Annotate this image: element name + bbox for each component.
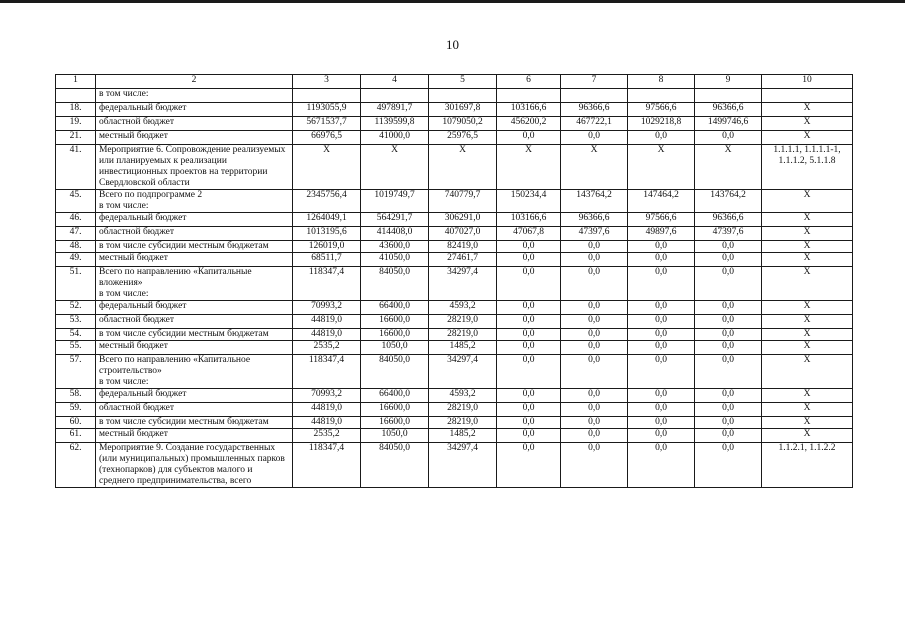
table-row xyxy=(56,443,853,488)
row-value: 0,0 xyxy=(497,315,561,329)
row-value: 414408,0 xyxy=(361,227,429,241)
row-value: 0,0 xyxy=(695,253,762,267)
row-name: областной бюджет xyxy=(96,227,293,241)
row-value: Х xyxy=(293,145,361,190)
row-value: 82419,0 xyxy=(429,241,497,253)
row-name: федеральный бюджет xyxy=(96,301,293,315)
row-value: 1193055,9 xyxy=(293,103,361,117)
row-number: 54. xyxy=(56,329,96,341)
row-value xyxy=(497,89,561,103)
column-header: 10 xyxy=(762,75,853,89)
row-target-code: Х xyxy=(762,213,853,227)
row-value: 66976,5 xyxy=(293,131,361,145)
row-number xyxy=(56,89,96,103)
row-target-code: Х xyxy=(762,429,853,443)
row-number: 21. xyxy=(56,131,96,145)
row-value: 0,0 xyxy=(695,403,762,417)
column-header: 3 xyxy=(293,75,361,89)
row-target-code: Х xyxy=(762,117,853,131)
row-target-code: 1.1.1.1, 1.1.1.1-1, 1.1.1.2, 5.1.1.8 xyxy=(762,145,853,190)
page-number: 10 xyxy=(446,37,459,52)
row-number: 55. xyxy=(56,341,96,355)
column-header: 2 xyxy=(96,75,293,89)
table-row xyxy=(56,403,853,417)
row-name: местный бюджет xyxy=(96,341,293,355)
row-value: 0,0 xyxy=(628,403,695,417)
row-value: 467722,1 xyxy=(561,117,628,131)
row-value: 49897,6 xyxy=(628,227,695,241)
row-value: 84050,0 xyxy=(361,267,429,301)
row-value: 28219,0 xyxy=(429,329,497,341)
table-row xyxy=(56,301,853,315)
table-row xyxy=(56,103,853,117)
row-value: 66400,0 xyxy=(361,389,429,403)
row-value: 70993,2 xyxy=(293,301,361,315)
row-target-code: Х xyxy=(762,227,853,241)
row-value: 5671537,7 xyxy=(293,117,361,131)
row-number: 58. xyxy=(56,389,96,403)
row-value: 0,0 xyxy=(695,429,762,443)
row-value xyxy=(361,89,429,103)
row-value: 0,0 xyxy=(497,329,561,341)
row-value: 96366,6 xyxy=(561,103,628,117)
table-row xyxy=(56,213,853,227)
row-value: 0,0 xyxy=(561,341,628,355)
row-value: 740779,7 xyxy=(429,190,497,213)
column-header: 9 xyxy=(695,75,762,89)
table-row xyxy=(56,253,853,267)
row-value: 0,0 xyxy=(497,241,561,253)
row-value: 47397,6 xyxy=(561,227,628,241)
row-value: 0,0 xyxy=(628,253,695,267)
row-value: 0,0 xyxy=(628,341,695,355)
table-row xyxy=(56,389,853,403)
row-value: 28219,0 xyxy=(429,403,497,417)
row-value: 0,0 xyxy=(628,315,695,329)
row-name: Всего по подпрограмме 2 в том числе: xyxy=(96,190,293,213)
row-value: 44819,0 xyxy=(293,417,361,429)
row-value: 0,0 xyxy=(561,241,628,253)
row-value: 118347,4 xyxy=(293,267,361,301)
row-number: 62. xyxy=(56,443,96,488)
row-value: 143764,2 xyxy=(695,190,762,213)
row-number: 60. xyxy=(56,417,96,429)
row-target-code: Х xyxy=(762,329,853,341)
table-row xyxy=(56,341,853,355)
row-target-code: Х xyxy=(762,190,853,213)
row-value: Х xyxy=(429,145,497,190)
row-number: 41. xyxy=(56,145,96,190)
row-value: 0,0 xyxy=(561,267,628,301)
row-value: 41050,0 xyxy=(361,253,429,267)
row-number: 48. xyxy=(56,241,96,253)
row-target-code: Х xyxy=(762,389,853,403)
row-value: 497891,7 xyxy=(361,103,429,117)
row-value: 44819,0 xyxy=(293,403,361,417)
row-value: 1485,2 xyxy=(429,341,497,355)
row-value: 0,0 xyxy=(497,443,561,488)
row-value: 97566,6 xyxy=(628,213,695,227)
row-target-code: Х xyxy=(762,417,853,429)
row-target-code: Х xyxy=(762,267,853,301)
row-value: 0,0 xyxy=(497,267,561,301)
row-value: 126019,0 xyxy=(293,241,361,253)
row-value: 0,0 xyxy=(628,355,695,389)
row-value: 34297,4 xyxy=(429,355,497,389)
row-value: 1485,2 xyxy=(429,429,497,443)
row-number: 18. xyxy=(56,103,96,117)
table-row xyxy=(56,131,853,145)
row-value: 103166,6 xyxy=(497,103,561,117)
row-name: в том числе субсидии местным бюджетам xyxy=(96,417,293,429)
row-number: 53. xyxy=(56,315,96,329)
row-value: 0,0 xyxy=(561,389,628,403)
table-row xyxy=(56,117,853,131)
row-value: 43600,0 xyxy=(361,241,429,253)
row-target-code: Х xyxy=(762,301,853,315)
row-value: 1013195,6 xyxy=(293,227,361,241)
table-header-row xyxy=(56,75,853,89)
table-row xyxy=(56,355,853,389)
table-row xyxy=(56,190,853,213)
row-value: 456200,2 xyxy=(497,117,561,131)
row-value: 0,0 xyxy=(497,253,561,267)
row-value: Х xyxy=(497,145,561,190)
row-value: 47067,8 xyxy=(497,227,561,241)
table-row xyxy=(56,315,853,329)
row-value: 84050,0 xyxy=(361,443,429,488)
row-number: 51. xyxy=(56,267,96,301)
table-row xyxy=(56,241,853,253)
row-value: 1499746,6 xyxy=(695,117,762,131)
row-name: областной бюджет xyxy=(96,117,293,131)
row-value: 34297,4 xyxy=(429,443,497,488)
row-name: Мероприятие 9. Создание государственных (или муниципальных) промышленных парков (технопарков) для субъектов малого и среднего предпринимательства, всего xyxy=(96,443,293,488)
row-value: 0,0 xyxy=(695,267,762,301)
row-value: 84050,0 xyxy=(361,355,429,389)
row-value: 0,0 xyxy=(695,329,762,341)
row-value: 301697,8 xyxy=(429,103,497,117)
row-name: местный бюджет xyxy=(96,131,293,145)
column-header: 5 xyxy=(429,75,497,89)
table-row xyxy=(56,227,853,241)
row-value: 2535,2 xyxy=(293,341,361,355)
row-value: 0,0 xyxy=(695,301,762,315)
row-value: 0,0 xyxy=(695,389,762,403)
row-target-code xyxy=(762,89,853,103)
row-value: 16600,0 xyxy=(361,315,429,329)
row-value: 0,0 xyxy=(561,355,628,389)
row-value: 4593,2 xyxy=(429,389,497,403)
row-value: 0,0 xyxy=(561,253,628,267)
row-value: 1139599,8 xyxy=(361,117,429,131)
row-value: 97566,6 xyxy=(628,103,695,117)
row-value: 0,0 xyxy=(628,131,695,145)
row-value: 2345756,4 xyxy=(293,190,361,213)
row-value: 564291,7 xyxy=(361,213,429,227)
row-value xyxy=(561,89,628,103)
row-value: 0,0 xyxy=(497,429,561,443)
row-number: 45. xyxy=(56,190,96,213)
row-target-code: Х xyxy=(762,341,853,355)
row-value: 147464,2 xyxy=(628,190,695,213)
row-number: 57. xyxy=(56,355,96,389)
table-row xyxy=(56,329,853,341)
row-value: 0,0 xyxy=(628,241,695,253)
row-name: Всего по направлению «Капитальные вложения» в том числе: xyxy=(96,267,293,301)
row-value: 1050,0 xyxy=(361,429,429,443)
row-name: федеральный бюджет xyxy=(96,103,293,117)
row-value: Х xyxy=(628,145,695,190)
row-value: 1264049,1 xyxy=(293,213,361,227)
row-value: 0,0 xyxy=(497,131,561,145)
row-value: 0,0 xyxy=(695,315,762,329)
row-value: 41000,0 xyxy=(361,131,429,145)
row-value: 0,0 xyxy=(561,301,628,315)
row-value: 0,0 xyxy=(497,341,561,355)
row-value: 143764,2 xyxy=(561,190,628,213)
row-value: 96366,6 xyxy=(695,103,762,117)
row-value: 0,0 xyxy=(695,443,762,488)
row-value: 47397,6 xyxy=(695,227,762,241)
row-value xyxy=(293,89,361,103)
row-target-code: Х xyxy=(762,103,853,117)
row-value: 0,0 xyxy=(561,429,628,443)
row-value xyxy=(695,89,762,103)
row-value: 306291,0 xyxy=(429,213,497,227)
row-target-code: Х xyxy=(762,253,853,267)
row-number: 61. xyxy=(56,429,96,443)
row-name: местный бюджет xyxy=(96,429,293,443)
row-number: 47. xyxy=(56,227,96,241)
row-value: 0,0 xyxy=(695,355,762,389)
row-number: 59. xyxy=(56,403,96,417)
row-value: Х xyxy=(695,145,762,190)
row-value: 0,0 xyxy=(628,389,695,403)
row-name: Всего по направлению «Капитальное строительство» в том числе: xyxy=(96,355,293,389)
row-value: Х xyxy=(561,145,628,190)
row-value: 16600,0 xyxy=(361,417,429,429)
table-row xyxy=(56,145,853,190)
row-value: 118347,4 xyxy=(293,355,361,389)
row-name: федеральный бюджет xyxy=(96,389,293,403)
column-header: 1 xyxy=(56,75,96,89)
row-value: 0,0 xyxy=(497,301,561,315)
row-value: 0,0 xyxy=(497,355,561,389)
top-border-rule xyxy=(0,0,905,3)
row-value: 25976,5 xyxy=(429,131,497,145)
row-target-code: Х xyxy=(762,355,853,389)
row-value: 0,0 xyxy=(561,315,628,329)
row-value: 44819,0 xyxy=(293,315,361,329)
row-value: 0,0 xyxy=(497,403,561,417)
column-header: 6 xyxy=(497,75,561,89)
row-value: 0,0 xyxy=(695,341,762,355)
row-value: 0,0 xyxy=(561,417,628,429)
row-name: Мероприятие 6. Сопровождение реализуемых или планируемых к реализации инвестиционных проектов на территории Свердловской области xyxy=(96,145,293,190)
row-number: 46. xyxy=(56,213,96,227)
row-value: 34297,4 xyxy=(429,267,497,301)
row-value: 0,0 xyxy=(695,417,762,429)
row-value: 0,0 xyxy=(497,417,561,429)
row-value: 0,0 xyxy=(497,389,561,403)
row-value: 16600,0 xyxy=(361,329,429,341)
row-number: 52. xyxy=(56,301,96,315)
row-name: федеральный бюджет xyxy=(96,213,293,227)
table-row xyxy=(56,267,853,301)
row-value: 118347,4 xyxy=(293,443,361,488)
column-header: 4 xyxy=(361,75,429,89)
row-name: местный бюджет xyxy=(96,253,293,267)
table-row xyxy=(56,429,853,443)
row-value: 150234,4 xyxy=(497,190,561,213)
row-target-code: Х xyxy=(762,131,853,145)
row-value: 103166,6 xyxy=(497,213,561,227)
row-value: 96366,6 xyxy=(561,213,628,227)
row-name: в том числе субсидии местным бюджетам xyxy=(96,241,293,253)
row-value: 4593,2 xyxy=(429,301,497,315)
row-target-code: 1.1.2.1, 1.1.2.2 xyxy=(762,443,853,488)
row-value xyxy=(429,89,497,103)
row-value: Х xyxy=(361,145,429,190)
row-value: 1029218,8 xyxy=(628,117,695,131)
row-name: областной бюджет xyxy=(96,315,293,329)
row-name: в том числе субсидии местным бюджетам xyxy=(96,329,293,341)
row-value: 0,0 xyxy=(628,443,695,488)
row-value: 1050,0 xyxy=(361,341,429,355)
row-value: 0,0 xyxy=(695,131,762,145)
row-number: 19. xyxy=(56,117,96,131)
row-target-code: Х xyxy=(762,403,853,417)
budget-table xyxy=(55,74,853,488)
row-name: в том числе: xyxy=(96,89,293,103)
row-value: 28219,0 xyxy=(429,315,497,329)
row-value: 0,0 xyxy=(628,329,695,341)
column-header: 8 xyxy=(628,75,695,89)
table-row xyxy=(56,417,853,429)
row-target-code: Х xyxy=(762,315,853,329)
row-value: 0,0 xyxy=(561,403,628,417)
row-value: 28219,0 xyxy=(429,417,497,429)
row-number: 49. xyxy=(56,253,96,267)
row-value: 1079050,2 xyxy=(429,117,497,131)
table-row xyxy=(56,89,853,103)
row-value: 44819,0 xyxy=(293,329,361,341)
row-value: 0,0 xyxy=(628,429,695,443)
row-value: 96366,6 xyxy=(695,213,762,227)
row-value: 0,0 xyxy=(561,329,628,341)
row-value: 0,0 xyxy=(628,267,695,301)
row-value: 68511,7 xyxy=(293,253,361,267)
row-value: 66400,0 xyxy=(361,301,429,315)
row-value: 16600,0 xyxy=(361,403,429,417)
row-value xyxy=(628,89,695,103)
row-value: 70993,2 xyxy=(293,389,361,403)
row-value: 1019749,7 xyxy=(361,190,429,213)
row-value: 27461,7 xyxy=(429,253,497,267)
row-value: 0,0 xyxy=(628,301,695,315)
row-name: областной бюджет xyxy=(96,403,293,417)
row-value: 2535,2 xyxy=(293,429,361,443)
row-value: 0,0 xyxy=(561,131,628,145)
row-value: 0,0 xyxy=(695,241,762,253)
row-value: 0,0 xyxy=(628,417,695,429)
row-target-code: Х xyxy=(762,241,853,253)
row-value: 407027,0 xyxy=(429,227,497,241)
row-value: 0,0 xyxy=(561,443,628,488)
column-header: 7 xyxy=(561,75,628,89)
